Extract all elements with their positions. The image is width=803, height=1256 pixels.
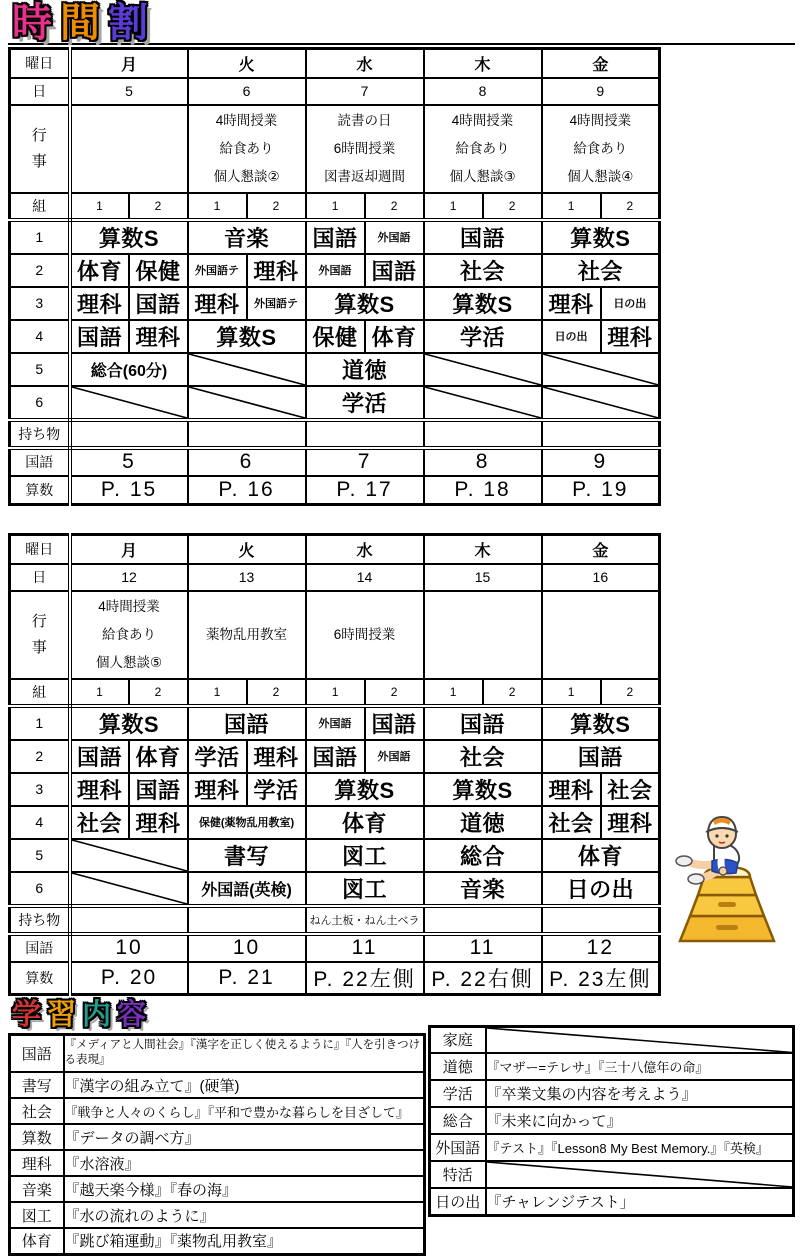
period-number: 6 [10, 872, 70, 906]
subject-cell: 理科 [129, 320, 188, 353]
subject-cell: 理科 [247, 740, 306, 773]
row-label-group: 組 [10, 193, 70, 220]
content-subject-value: 『漢字の組み立て』(硬筆) [64, 1072, 425, 1098]
event-line: 給食あり [219, 140, 274, 156]
items-cell [424, 906, 542, 934]
group-number: 2 [129, 679, 188, 706]
row-label-day: 曜日 [10, 535, 70, 564]
subject-cell: 音楽 [188, 220, 306, 254]
content-subject-label: 日の出 [430, 1188, 486, 1215]
subject-cell: 体育 [365, 320, 424, 353]
subject-cell: 国語 [129, 773, 188, 806]
diagonal-strike [72, 840, 187, 871]
group-number: 1 [424, 193, 483, 220]
subject-cell: 体育 [306, 806, 424, 839]
empty-period-cell [70, 386, 188, 420]
subject-cell: 理科 [247, 254, 306, 287]
subject-cell: 保健 [129, 254, 188, 287]
empty-period-cell [188, 353, 306, 386]
sansu-page: P. 18 [424, 476, 542, 505]
event-line: 6時間授業 [333, 626, 396, 642]
kokugo-page: 11 [306, 934, 424, 962]
diagonal-strike [72, 387, 187, 418]
title-main-char: 時 [12, 1, 52, 45]
content-subject-value [486, 1026, 794, 1053]
subject-cell: 学活 [188, 740, 247, 773]
group-number: 2 [483, 193, 542, 220]
vaulting-box-kid-illustration [656, 808, 798, 948]
title-section-char: 内 [82, 998, 112, 1031]
content-subject-value: 『未来に向かって』 [486, 1107, 794, 1134]
content-subject-label: 体育 [10, 1228, 64, 1254]
content-subject-value: 『跳び箱運動』『薬物乱用教室』 [64, 1228, 425, 1254]
row-label-date: 日 [10, 78, 70, 105]
kokugo-page: 10 [70, 934, 188, 962]
subject-cell: 理科 [601, 806, 660, 839]
empty-period-cell [70, 872, 188, 906]
subject-cell: 国語 [70, 320, 129, 353]
content-subject-value: 『越天楽今様』『春の海』 [64, 1176, 425, 1202]
group-number: 2 [365, 679, 424, 706]
content-subject-label: 社会 [10, 1098, 64, 1124]
title-section-char: 学 [12, 998, 42, 1031]
title-section-char: 容 [117, 998, 147, 1031]
row-label-kokugo: 国語 [10, 448, 70, 476]
content-subject-value: 『テスト』『Lesson8 My Best Memory.』『英検』 [486, 1134, 794, 1161]
diagonal-strike [487, 1162, 793, 1187]
event-line: 個人懇談⑤ [95, 654, 163, 670]
subject-cell: 社会 [542, 806, 601, 839]
row-label-day: 曜日 [10, 49, 70, 78]
group-number: 1 [306, 193, 365, 220]
content-subject-value: 『データの調べ方』 [64, 1124, 425, 1150]
subject-cell: 理科 [70, 773, 129, 806]
subject-cell: 国語 [129, 287, 188, 320]
row-label-kokugo: 国語 [10, 934, 70, 962]
items-cell [188, 420, 306, 448]
subject-cell: 社会 [424, 740, 542, 773]
items-cell [70, 420, 188, 448]
event-line: 4時間授業 [451, 112, 514, 128]
content-subject-label: 特活 [430, 1161, 486, 1188]
content-subject-value [486, 1161, 794, 1188]
subject-cell: 理科 [70, 287, 129, 320]
day-header: 水 [306, 535, 424, 564]
group-number: 2 [247, 193, 306, 220]
week1-timetable-container [0, 47, 803, 506]
content-subject-value: 『卒業文集の内容を考えよう』 [486, 1080, 794, 1107]
sansu-page: P. 22左側 [306, 962, 424, 995]
subject-cell: 算数S [424, 773, 542, 806]
content-subject-value: 『水溶液』 [64, 1150, 425, 1176]
sansu-page: P. 17 [306, 476, 424, 505]
event-cell [70, 591, 188, 679]
row-label-items: 持ち物 [10, 420, 70, 448]
day-header: 金 [542, 535, 660, 564]
event-line: 図書返却週間 [324, 168, 406, 184]
event-line: 個人懇談② [213, 168, 280, 184]
subject-cell: 学活 [247, 773, 306, 806]
empty-period-cell [188, 386, 306, 420]
kokugo-page: 11 [424, 934, 542, 962]
group-number: 1 [306, 679, 365, 706]
diagonal-strike [189, 354, 305, 385]
group-number: 1 [70, 679, 129, 706]
subject-cell: 外国語(英検) [188, 872, 306, 906]
content-subject-label: 理科 [10, 1150, 64, 1176]
diagonal-strike [487, 1028, 793, 1053]
subject-cell: 日の出 [542, 872, 660, 906]
day-header: 金 [542, 49, 660, 78]
date-value: 8 [424, 78, 542, 105]
subject-cell: 音楽 [424, 872, 542, 906]
day-header: 木 [424, 49, 542, 78]
subject-cell: 道徳 [306, 353, 424, 386]
subject-cell: 国語 [542, 740, 660, 773]
subject-cell: 算数S [70, 220, 188, 254]
subject-cell: 書写 [188, 839, 306, 872]
content-right-table-container [428, 1025, 795, 1217]
subject-cell: 理科 [542, 773, 601, 806]
day-header: 火 [188, 535, 306, 564]
subject-cell: 保健(薬物乱用教室) [188, 806, 306, 839]
sansu-page: P. 16 [188, 476, 306, 505]
page-title-jikanwari [12, 2, 803, 46]
event-line: 給食あり [455, 140, 510, 156]
date-value: 6 [188, 78, 306, 105]
event-cell [424, 591, 542, 679]
day-header: 水 [306, 49, 424, 78]
event-line: 給食あり [102, 626, 156, 642]
group-number: 2 [247, 679, 306, 706]
day-header: 火 [188, 49, 306, 78]
subject-cell: 算数S [424, 287, 542, 320]
subject-cell: 外国語 [365, 740, 424, 773]
group-number: 2 [483, 679, 542, 706]
week1-timetable [8, 47, 661, 506]
row-label-items: 持ち物 [10, 906, 70, 934]
day-header: 木 [424, 535, 542, 564]
group-number: 1 [542, 679, 601, 706]
event-line: 給食あり [573, 140, 628, 156]
subject-cell: 算数S [306, 287, 424, 320]
subject-cell: 外国語 [306, 254, 365, 287]
diagonal-strike [72, 873, 187, 904]
subject-cell: 国語 [365, 706, 424, 740]
content-subject-value: 『水の流れのように』 [64, 1202, 425, 1228]
period-number: 3 [10, 287, 70, 320]
subject-cell: 学活 [424, 320, 542, 353]
subject-cell: 保健 [306, 320, 365, 353]
day-header: 月 [70, 49, 188, 78]
content-subject-value: 『マザー=テレサ』『三十八億年の命』 [486, 1053, 794, 1080]
group-number: 1 [188, 193, 247, 220]
subject-cell: 社会 [601, 773, 660, 806]
content-subject-label: 総合 [430, 1107, 486, 1134]
period-number: 4 [10, 806, 70, 839]
period-number: 5 [10, 839, 70, 872]
group-number: 2 [601, 193, 660, 220]
subject-cell: 総合 [424, 839, 542, 872]
subject-cell: 国語 [70, 740, 129, 773]
event-cell [542, 105, 660, 193]
subject-cell: 体育 [129, 740, 188, 773]
kokugo-page: 9 [542, 448, 660, 476]
row-label-event: 行 事 [10, 591, 70, 679]
subject-cell: 理科 [542, 287, 601, 320]
sansu-page: P. 19 [542, 476, 660, 505]
title-main-char: 割 [108, 1, 148, 45]
group-number: 2 [365, 193, 424, 220]
items-cell [306, 420, 424, 448]
diagonal-strike [425, 354, 541, 385]
day-header: 月 [70, 535, 188, 564]
subject-cell: 外国語テ [247, 287, 306, 320]
event-cell [424, 105, 542, 193]
period-number: 3 [10, 773, 70, 806]
event-line: 読書の日 [337, 112, 392, 128]
kokugo-page: 12 [542, 934, 660, 962]
period-number: 4 [10, 320, 70, 353]
diagonal-strike [189, 387, 305, 418]
subject-cell: 国語 [306, 740, 365, 773]
kokugo-page: 10 [188, 934, 306, 962]
period-number: 6 [10, 386, 70, 420]
subject-cell: 国語 [365, 254, 424, 287]
content-subject-label: 書写 [10, 1072, 64, 1098]
subject-cell: 道徳 [424, 806, 542, 839]
items-cell [542, 420, 660, 448]
timetable-page [0, 1, 803, 1251]
subject-cell: 日の出 [601, 287, 660, 320]
subject-cell: 外国語 [365, 220, 424, 254]
subject-cell: 国語 [306, 220, 365, 254]
event-line: 4時間授業 [98, 598, 160, 614]
subject-cell: 国語 [424, 220, 542, 254]
title-main-char: 間 [60, 1, 100, 45]
items-cell: ねん土板・ねん土ベラ [306, 906, 424, 934]
subject-cell: 体育 [70, 254, 129, 287]
row-label-event: 行 事 [10, 105, 70, 193]
subject-cell: 社会 [542, 254, 660, 287]
period-number: 1 [10, 706, 70, 740]
event-line: 6時間授業 [333, 140, 396, 156]
date-value: 14 [306, 564, 424, 591]
event-cell [542, 591, 660, 679]
date-value: 16 [542, 564, 660, 591]
empty-period-cell [70, 839, 188, 872]
group-number: 2 [601, 679, 660, 706]
subject-cell: 外国語 [306, 706, 365, 740]
event-line: 4時間授業 [569, 112, 632, 128]
subject-cell: 外国語テ [188, 254, 247, 287]
date-value: 7 [306, 78, 424, 105]
period-number: 2 [10, 254, 70, 287]
row-label-date: 日 [10, 564, 70, 591]
title-section-char: 習 [47, 998, 77, 1031]
empty-period-cell [542, 353, 660, 386]
group-number: 2 [129, 193, 188, 220]
content-subject-label: 図工 [10, 1202, 64, 1228]
subject-cell: 算数S [542, 220, 660, 254]
content-right-table [428, 1025, 795, 1217]
kokugo-page: 6 [188, 448, 306, 476]
date-value: 12 [70, 564, 188, 591]
subject-cell: 算数S [188, 320, 306, 353]
event-cell [188, 105, 306, 193]
period-number: 2 [10, 740, 70, 773]
content-subject-value: 『チャレンジテスト」 [486, 1188, 794, 1215]
event-cell [70, 105, 188, 193]
kokugo-page: 7 [306, 448, 424, 476]
date-value: 5 [70, 78, 188, 105]
items-cell [188, 906, 306, 934]
content-subject-label: 家庭 [430, 1026, 486, 1053]
subject-cell: 算数S [542, 706, 660, 740]
group-number: 1 [70, 193, 129, 220]
date-value: 15 [424, 564, 542, 591]
event-cell [306, 591, 424, 679]
subject-cell: 社会 [70, 806, 129, 839]
subject-cell: 図工 [306, 872, 424, 906]
sansu-page: P. 20 [70, 962, 188, 995]
event-cell [188, 591, 306, 679]
content-subject-value: 『メディアと人間社会』『漢字を正しく使えるように』『人を引きつける表現』 [64, 1034, 425, 1072]
sansu-page: P. 21 [188, 962, 306, 995]
diagonal-strike [543, 387, 659, 418]
subject-cell: 算数S [306, 773, 424, 806]
subject-cell: 理科 [601, 320, 660, 353]
date-value: 9 [542, 78, 660, 105]
empty-period-cell [424, 386, 542, 420]
sansu-page: P. 22右側 [424, 962, 542, 995]
subject-cell: 理科 [129, 806, 188, 839]
subject-cell: 体育 [542, 839, 660, 872]
subject-cell: 国語 [188, 706, 306, 740]
sansu-page: P. 23左側 [542, 962, 660, 995]
row-label-group: 組 [10, 679, 70, 706]
empty-period-cell [542, 386, 660, 420]
event-line: 薬物乱用教室 [206, 626, 288, 642]
period-number: 5 [10, 353, 70, 386]
content-subject-label: 算数 [10, 1124, 64, 1150]
event-line: 4時間授業 [215, 112, 278, 128]
period-number: 1 [10, 220, 70, 254]
event-line: 個人懇談③ [449, 168, 516, 184]
content-left-table [8, 1033, 426, 1256]
subject-cell: 理科 [188, 773, 247, 806]
sansu-page: P. 15 [70, 476, 188, 505]
week2-timetable [8, 533, 661, 996]
content-subject-value: 『戦争と人々のくらし』『平和で豊かな暮らしを目ざして』 [64, 1098, 425, 1124]
content-subject-label: 学活 [430, 1080, 486, 1107]
group-number: 1 [542, 193, 601, 220]
event-cell [306, 105, 424, 193]
event-line: 個人懇談④ [567, 168, 634, 184]
kokugo-page: 8 [424, 448, 542, 476]
date-value: 13 [188, 564, 306, 591]
subject-cell: 社会 [424, 254, 542, 287]
group-number: 1 [188, 679, 247, 706]
content-subject-label: 道徳 [430, 1053, 486, 1080]
learning-content-section [0, 999, 803, 1256]
kokugo-page: 5 [70, 448, 188, 476]
diagonal-strike [543, 354, 659, 385]
subject-cell: 総合(60分) [70, 353, 188, 386]
items-cell [542, 906, 660, 934]
subject-cell: 学活 [306, 386, 424, 420]
row-label-sansu: 算数 [10, 962, 70, 995]
subject-cell: 国語 [424, 706, 542, 740]
subject-cell: 理科 [188, 287, 247, 320]
diagonal-strike [425, 387, 541, 418]
content-subject-label: 音楽 [10, 1176, 64, 1202]
group-number: 1 [424, 679, 483, 706]
content-subject-label: 国語 [10, 1034, 64, 1072]
items-cell [70, 906, 188, 934]
subject-cell: 算数S [70, 706, 188, 740]
row-label-sansu: 算数 [10, 476, 70, 505]
items-cell [424, 420, 542, 448]
empty-period-cell [424, 353, 542, 386]
subject-cell: 図工 [306, 839, 424, 872]
content-subject-label: 外国語 [430, 1134, 486, 1161]
subject-cell: 日の出 [542, 320, 601, 353]
